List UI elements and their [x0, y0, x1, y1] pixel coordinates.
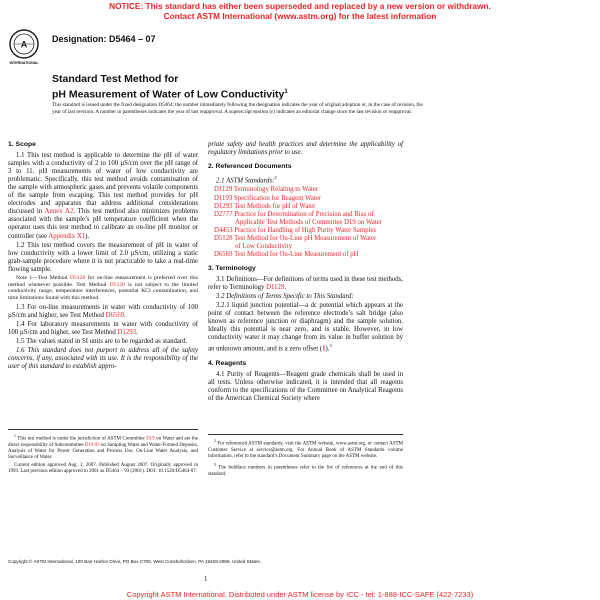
link-d5128-b[interactable]: D5128	[109, 281, 125, 288]
term-p2: 3.2 Definitions of Terms Specific to This Standard:	[216, 293, 354, 301]
document-title	[52, 73, 288, 101]
footnote-1-mark: 1	[14, 434, 16, 438]
footnote-2-mark: 2	[214, 439, 216, 443]
section-reagents-heading: 4. Reagents	[208, 359, 247, 367]
ref-item[interactable]	[208, 186, 403, 194]
note-b: for on-line measurement is preferred over this method whenever possible. Test Method	[8, 274, 199, 288]
scope-p3-b: .	[124, 311, 126, 319]
scope-p1-c: ).	[85, 232, 90, 240]
term-p3	[208, 302, 403, 354]
copyright-line: Copyright © ASTM International, 100 Barr Harbor Drive, PO Box C700, West Conshohocken, PA 19428-2959, United States.	[8, 559, 261, 564]
scope-p4	[8, 321, 198, 337]
ref-title-wrap[interactable]: of Low Conductivity	[235, 242, 293, 250]
link-d5128-a[interactable]: D5128	[69, 274, 86, 281]
section-scope-heading: 1. Scope	[8, 141, 36, 148]
term-p3-a: 3.2.1 liquid junction potential—a dc potential which appears at the point of contact between the reference electrode’s salt bridge (also known as reference junction or diaphragm) and the sample solution. Ideally this potential is near zero, and is stable. However, in low conductivity water it may change from its value in buffer solution by an unknown amount, and is a zero offset (	[208, 302, 403, 353]
logo-text: INTERNATIONAL	[9, 61, 39, 65]
notice-line-1: NOTICE: This standard has either been superseded and replaced by a new version or withdrawn.	[109, 1, 491, 11]
ref-title: Test Method for On-Line Measurement of pH	[234, 250, 359, 258]
scope-p3	[8, 304, 198, 320]
section-references-heading: 2. Referenced Documents	[208, 163, 292, 171]
scope-p2: 1.2 This test method covers the measurement of pH in water of low conductivity with a lower limit of 2.0 µS/cm, utilizing a static grab-sample procedure where it is not practicable to take a real-time flowing sample.	[8, 241, 198, 273]
ref-title: Test Method for On-Line pH Measurement of Water	[234, 234, 377, 242]
footnote-edition: Current edition approved Aug. 1, 2007. Published August 2007. Originally approved in 1993. Last previous edition approved in 2001 as D5464 – 93 (2001). DOI: 10.1520/D5464-07.	[8, 463, 198, 475]
astm-standards-subheading	[208, 174, 403, 185]
ref-code: D1293	[214, 202, 233, 210]
footnote-3-mark: 3	[214, 462, 216, 467]
title-line-2-text: pH Measurement of Water of Low Conductivity	[52, 88, 285, 100]
footnote-2	[208, 438, 403, 460]
link-d1293[interactable]: D1293	[117, 329, 137, 337]
reference-list	[208, 186, 403, 258]
ref-code: D5128	[214, 234, 233, 242]
link-d6569[interactable]: D6569	[105, 311, 125, 319]
ref-title: Practice for Determination of Precision and Bias of	[234, 210, 374, 218]
footnote-1-b: on Water and are the direct responsibility of Subcommittee	[8, 436, 199, 448]
scope-p6-continued: priate safety and health practices and determine the applicability of regulatory limitations prior to use.	[208, 141, 403, 157]
note-a: Note 1—Test Method	[16, 274, 68, 281]
ref-item[interactable]	[208, 235, 403, 243]
notice-line-2: Contact ASTM International (www.astm.org) for the latest information	[163, 11, 437, 21]
ref-item[interactable]	[208, 227, 403, 235]
title-line-2	[52, 86, 288, 101]
scope-p1	[8, 152, 198, 241]
note-c: is not subject to the limited conductivity range, temperature interferences, potential KCl contamination, and time limitations found with this method.	[8, 281, 199, 302]
link-ref-1[interactable]: 1	[322, 345, 326, 353]
footnote-3	[208, 462, 403, 478]
footnote-2-text: For referenced ASTM standards, visit the ASTM website, www.astm.org, or contact ASTM Customer Service at service@astm.org. For Annual Book of ASTM Standards volume information, refer to the standard’s Document Summary page on the ASTM website.	[208, 441, 404, 459]
astm-standards-label: 2.1 ASTM Standards:	[216, 177, 275, 185]
ref-title-wrap[interactable]: Applicable Test Methods of Committee D19 on Water	[235, 218, 382, 226]
term-p3-sup: 3	[329, 343, 332, 349]
ref-item[interactable]	[208, 251, 403, 259]
ref-item[interactable]	[208, 203, 403, 211]
astm-standards-sup: 2	[274, 175, 277, 181]
ref-title: Test Methods for pH of Water	[234, 202, 316, 210]
note-1	[8, 275, 198, 302]
ref-code: D1129	[214, 186, 233, 194]
title-line-1: Standard Test Method for	[52, 73, 179, 85]
ref-title: Terminology Relating to Water	[233, 186, 319, 194]
ref-code: D6569	[214, 250, 233, 258]
ref-code: D2777	[214, 210, 233, 218]
title-footnote-mark: 1	[284, 88, 288, 95]
right-column	[208, 141, 403, 404]
svg-text:A: A	[20, 39, 28, 50]
link-d19-03[interactable]: D19.03	[84, 442, 100, 448]
scope-p4-b: .	[136, 329, 138, 337]
footnotes-right	[208, 434, 403, 480]
footnotes-left	[8, 429, 198, 477]
term-p1-b: .	[284, 283, 287, 291]
ref-title: Specification for Reagent Water	[233, 194, 322, 202]
link-appendix-x1[interactable]: Appendix X1	[48, 232, 86, 240]
left-column	[8, 141, 198, 372]
footnote-1-c: on Sampling Water and Water-Formed Deposits, Analysis of Water for Power Generation and Process Use, On-Line Water Analysis, and Surveillance of Water.	[8, 442, 199, 460]
astm-logo-icon	[8, 28, 40, 72]
section-terminology-heading: 3. Terminology	[208, 264, 256, 272]
link-d1129[interactable]: D1129	[266, 283, 285, 291]
term-p1	[208, 276, 403, 292]
footnote-1-a: This test method is under the jurisdiction of ASTM Committee	[17, 436, 145, 442]
designation: Designation: D5464 – 07	[52, 34, 156, 44]
page-number: 1	[204, 575, 208, 583]
ref-code: D1193	[214, 194, 233, 202]
reagents-p1: 4.1 Purity of Reagents—Reagent grade chemicals shall be used in all tests. Unless otherwise indicated, it is intended that all reagents conform to the specifications of the Committee on Analytical Reagents of the American Chemical Society where	[208, 370, 403, 402]
issuance-statement: This standard is issued under the fixed designation D5464; the number immediately following the designation indicates the year of original adoption or, in the case of revision, the year of last revision. A number in parentheses indicates the year of last reapproval. A superscript epsilon (ε) indicates an editorial change since the last revision or reapproval.	[52, 102, 423, 115]
scope-p1-b: . This test method also minimizes problems associated with the sample’s pH temperature coefficient when the operator uses this test method to calibrate an on-line pH monitor or controller (see	[8, 208, 198, 240]
ref-item[interactable]	[208, 195, 403, 203]
scope-p6: 1.6 This standard does not purport to address all of the safety concerns, if any, associated with its use. It is the responsibility of the user of this standard to establish appro-	[8, 347, 198, 371]
scope-p5: 1.5 The values stated in SI units are to be regarded as standard.	[16, 338, 188, 346]
footnote-3-text: The boldface numbers in parentheses refer to the list of references at the end of this standard.	[208, 465, 403, 477]
link-d19[interactable]: D19	[146, 436, 155, 442]
ref-code: D4453	[214, 226, 233, 234]
term-p1-a: 3.1 Definitions—For definitions of terms used in these test methods, refer to Terminology	[208, 275, 403, 291]
footnote-1	[8, 433, 198, 461]
link-annex-a2[interactable]: Annex A2	[44, 208, 74, 216]
scope-p4-a: 1.4 For laboratory measurements in water with conductivity of 100 µS/cm and higher, see Test Method	[8, 321, 198, 337]
term-p3-b: ).	[325, 345, 330, 353]
scope-p3-a: 1.3 For on-line measurements in water with conductivity of 100 µS/cm and higher, see Test Method	[8, 303, 198, 319]
withdrawal-notice	[0, 1, 600, 21]
ref-item[interactable]	[208, 211, 403, 219]
scope-p1-a: 1.1 This test method is applicable to determine the pH of water samples with a conductivity of 2 to 100 µS/cm over the pH range of 3 to 11. pH measurements of water of low conductivity are problematic. Specifically, this test method avoids contamination of the sample with atmospheric gases and prevents volatile components of the sample from escaping. This test method provides for pH electrodes and apparatus that address additional considerations discussed in	[8, 152, 198, 216]
license-line: Copyright ASTM International. Distributed under ASTM license by ICC - tel: 1-888-ICC-SAFE (422-7233)	[126, 590, 474, 599]
ref-title: Practice for Handling of High Purity Water Samples	[234, 226, 377, 234]
